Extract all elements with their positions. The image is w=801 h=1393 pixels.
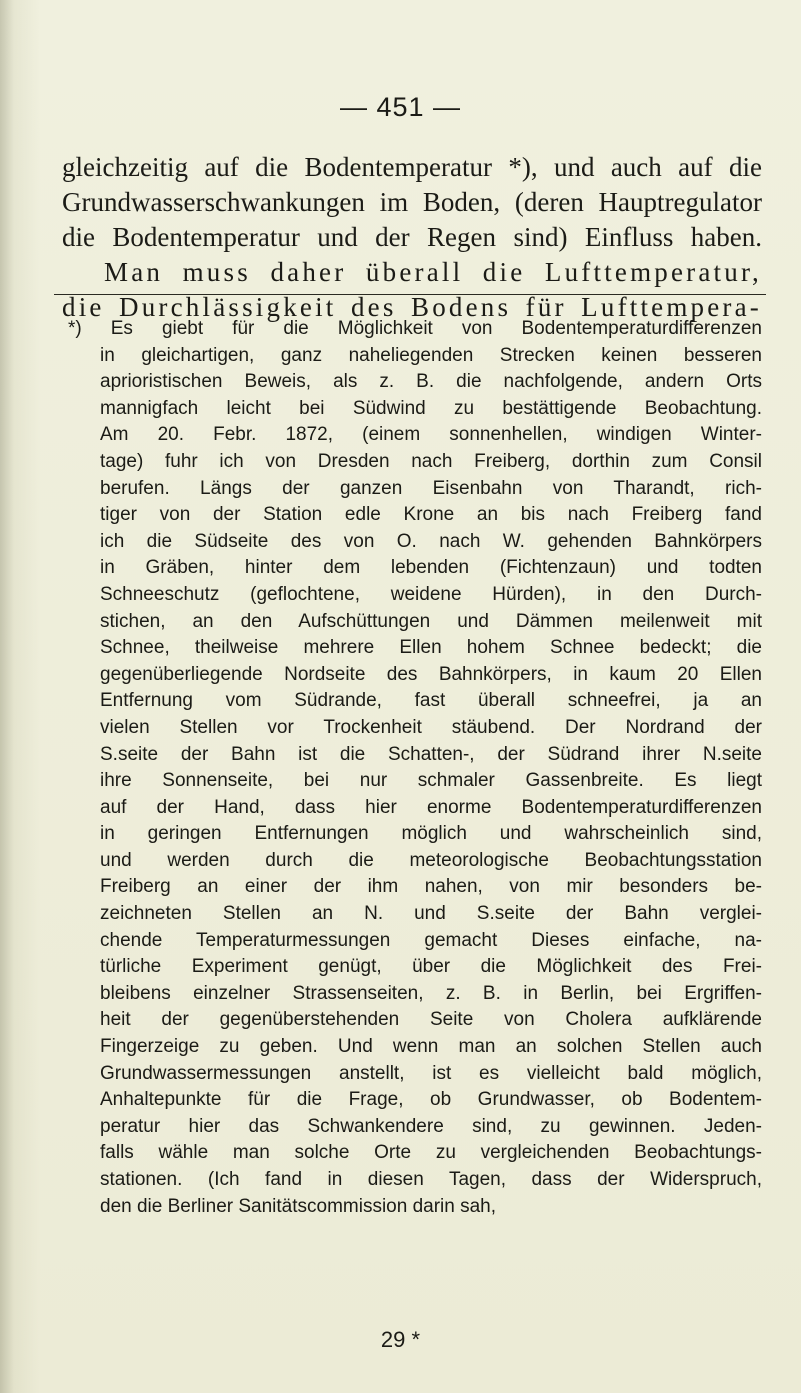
main-line-emphasized: Man muss daher überall die Lufttemperatur, (104, 257, 762, 287)
footnote-line: Freiberg an einer der ihm nahen, von mir besonders be- (100, 876, 762, 898)
footnote-line: Entfernung vom Südrande, fast überall schneefrei, ja an (100, 690, 762, 712)
footnote-line: S.seite der Bahn ist die Schatten-, der Südrand ihrer N.seite (100, 743, 762, 765)
footnote-line: Grundwassermessungen anstellt, ist es vielleicht bald möglich, (100, 1062, 762, 1084)
main-line: Grundwasserschwankungen im Boden, (deren Hauptregulator (62, 187, 762, 217)
footnote-line: bleibens einzelner Strassenseiten, z. B. in Berlin, bei Ergriffen- (100, 982, 762, 1004)
main-line: gleichzeitig auf die Bodentemperatur *), und auch auf die (62, 152, 762, 182)
footnote-line: falls wähle man solche Orte zu vergleichenden Beobachtungs- (100, 1142, 762, 1164)
footnote-line: tage) fuhr ich von Dresden nach Freiberg, dorthin zum Consil (100, 450, 762, 472)
footnote-line: *) Es giebt für die Möglichkeit von Bodentemperaturdifferenzen (68, 318, 762, 339)
footnote-divider (54, 294, 766, 295)
footnote-line: und werden durch die meteorologische Beobachtungsstation (100, 849, 762, 871)
footnote-line: chende Temperaturmessungen gemacht Dieses einfache, na- (100, 929, 762, 951)
footnote-line: Anhaltepunkte für die Frage, ob Grundwasser, ob Bodentem- (100, 1089, 762, 1111)
footnote-line: peratur hier das Schwankendere sind, zu gewinnen. Jeden- (100, 1115, 762, 1137)
footnote-line: Schneeschutz (geflochtene, weidene Hürden), in den Durch- (100, 583, 762, 605)
footnote-line: berufen. Längs der ganzen Eisenbahn von Tharandt, rich- (100, 477, 762, 499)
footnote-line: Am 20. Febr. 1872, (einem sonnenhellen, windigen Winter- (100, 424, 762, 446)
footnote-line: in gleichartigen, ganz naheliegenden Strecken keinen besseren (100, 344, 762, 366)
footnote-line: zeichneten Stellen an N. und S.seite der Bahn verglei- (100, 903, 762, 925)
footnote-line: türliche Experiment genügt, über die Möglichkeit des Frei- (100, 956, 762, 978)
footnote-line: stichen, an den Aufschüttungen und Dämmen meilenweit mit (100, 610, 762, 632)
footnote-line: stationen. (Ich fand in diesen Tagen, dass der Widerspruch, (100, 1169, 762, 1190)
footnote-line: tiger von der Station edle Krone an bis nach Freiberg fand (100, 504, 762, 526)
footnote-line: ich die Südseite des von O. nach W. gehenden Bahnkörpers (100, 530, 762, 552)
footnote-line: vielen Stellen vor Trockenheit stäubend. Der Nordrand der (100, 716, 762, 738)
footnote-block (68, 316, 762, 1220)
footnote-line: Fingerzeige zu geben. Und wenn man an solchen Stellen auch (100, 1036, 762, 1058)
footnote-line: den die Berliner Sanitätscommission darin sah, (100, 1195, 497, 1217)
signature-mark: 29 * (380, 1327, 421, 1352)
footnote-line: in geringen Entfernungen möglich und wahrscheinlich sind, (100, 823, 762, 845)
footnote-line: mannigfach leicht bei Südwind zu bestättigende Beobachtung. (100, 397, 762, 419)
main-text-block (62, 150, 762, 325)
main-line-emphasized: die Durchlässigkeit des Bodens für Lufttempera- (62, 292, 762, 322)
footnote-line: in Gräben, hinter dem lebenden (Fichtenzaun) und todten (100, 557, 762, 579)
footnote-line: aprioristischen Beweis, als z. B. die nachfolgende, andern Orts (100, 371, 762, 393)
footnote-line: gegenüberliegende Nordseite des Bahnkörpers, in kaum 20 Ellen (100, 663, 762, 685)
footnote-line: Schnee, theilweise mehrere Ellen hohem Schnee bedeckt; die (100, 637, 762, 659)
footnote-line: heit der gegenüberstehenden Seite von Cholera aufklärende (100, 1009, 762, 1031)
page-number: — 451 — (339, 92, 462, 122)
footnote-line: auf der Hand, dass hier enorme Bodentemperaturdifferenzen (100, 796, 762, 818)
footnote-line: ihre Sonnenseite, bei nur schmaler Gassenbreite. Es liegt (100, 770, 762, 792)
main-line: die Bodentemperatur und der Regen sind) Einfluss haben. (62, 222, 762, 252)
